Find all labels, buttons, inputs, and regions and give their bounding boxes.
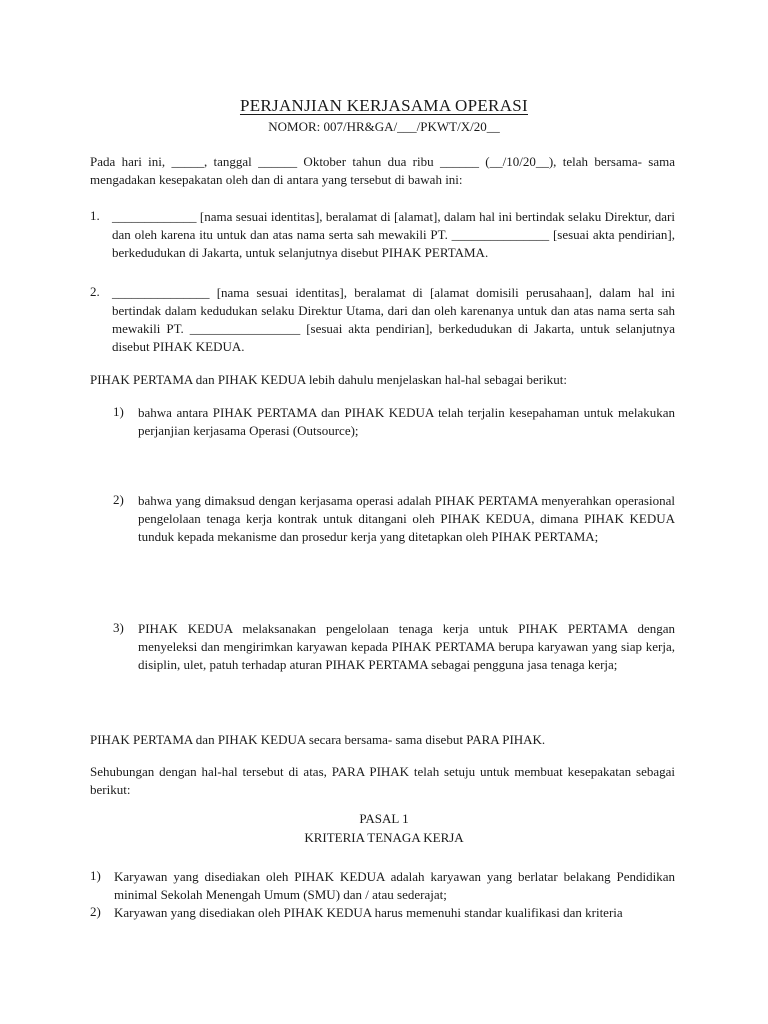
agreement-intro: Sehubungan dengan hal-hal tersebut di atas, PARA PIHAK telah setuju untuk membuat kesepakatan sebagai berikut: — [90, 764, 675, 797]
party-number: 2. — [90, 284, 100, 299]
document-number: NOMOR: 007/HR&GA/___/PKWT/X/20__ — [268, 119, 500, 134]
party-second-text: _______________ [nama sesuai identitas], beralamat di [alamat domisili perusahaan], dalam hal ini bertindak dalam kedudukan selaku Direktur Utama, dari dan oleh karenanya untuk dan atas nama serta sah mewakili PT. _________________ [sesuai akta pendirian], berkedudukan di Jakarta, untuk selanjutnya disebut PIHAK KEDUA. — [112, 285, 675, 354]
pasal-title: KRITERIA TENAGA KERJA — [304, 830, 464, 845]
para-pihak-paragraph: PIHAK PERTAMA dan PIHAK KEDUA secara bersama- sama disebut PARA PIHAK. — [90, 732, 546, 747]
recital-text: PIHAK KEDUA melaksanakan pengelolaan tenaga kerja untuk PIHAK PERTAMA dengan menyeleksi dan mengirimkan karyawan kepada PIHAK PERTAMA berupa karyawan yang siap kerja, disiplin, ulet, patuh terhadap aturan PIHAK PERTAMA sebagai pengguna jasa tenaga kerja; — [138, 621, 675, 672]
pasal-item-text: Karyawan yang disediakan oleh PIHAK KEDUA adalah karyawan yang berlatar belakang Pendidikan minimal Sekolah Menengah Umum (SMU) dan / atau sederajat; — [114, 869, 675, 902]
recital-number: 3) — [113, 620, 124, 635]
pasal-item-number: 1) — [90, 868, 101, 883]
recital-intro: PIHAK PERTAMA dan PIHAK KEDUA lebih dahulu menjelaskan hal-hal sebagai berikut: — [90, 372, 567, 387]
pasal-item-number: 2) — [90, 904, 101, 919]
recital-text: bahwa antara PIHAK PERTAMA dan PIHAK KEDUA telah terjalin kesepahaman untuk melakukan perjanjian kerjasama Operasi (Outsource); — [138, 405, 675, 438]
pasal-item-text: Karyawan yang disediakan oleh PIHAK KEDUA harus memenuhi standar kualifikasi dan kriteria — [114, 905, 623, 920]
document-title: PERJANJIAN KERJASAMA OPERASI — [239, 96, 528, 115]
recital-number: 2) — [113, 492, 124, 507]
party-first-text: _____________ [nama sesuai identitas], beralamat di [alamat], dalam hal ini bertindak selaku Direktur, dari dan oleh karena itu untuk dan atas nama serta sah mewakili PT. _______________ [sesuai akta pendirian], berkedudukan di Jakarta, untuk selanjutnya disebut PIHAK PERTAMA. — [112, 209, 675, 260]
recital-number: 1) — [113, 404, 124, 419]
recital-text: bahwa yang dimaksud dengan kerjasama operasi adalah PIHAK PERTAMA menyerahkan operasional pengelolaan tenaga kerja kontrak untuk ditangani oleh PIHAK KEDUA, dimana PIHAK KEDUA tunduk kepada mekanisme dan prosedur kerja yang ditetapkan oleh PIHAK PERTAMA; — [138, 493, 675, 544]
pasal-number: PASAL 1 — [359, 811, 409, 826]
intro-paragraph: Pada hari ini, _____, tanggal ______ Oktober tahun dua ribu ______ (__/10/20__), telah bersama- sama mengadakan kesepakatan oleh dan di antara yang tersebut di bawah ini: — [90, 154, 675, 187]
party-number: 1. — [90, 208, 100, 223]
